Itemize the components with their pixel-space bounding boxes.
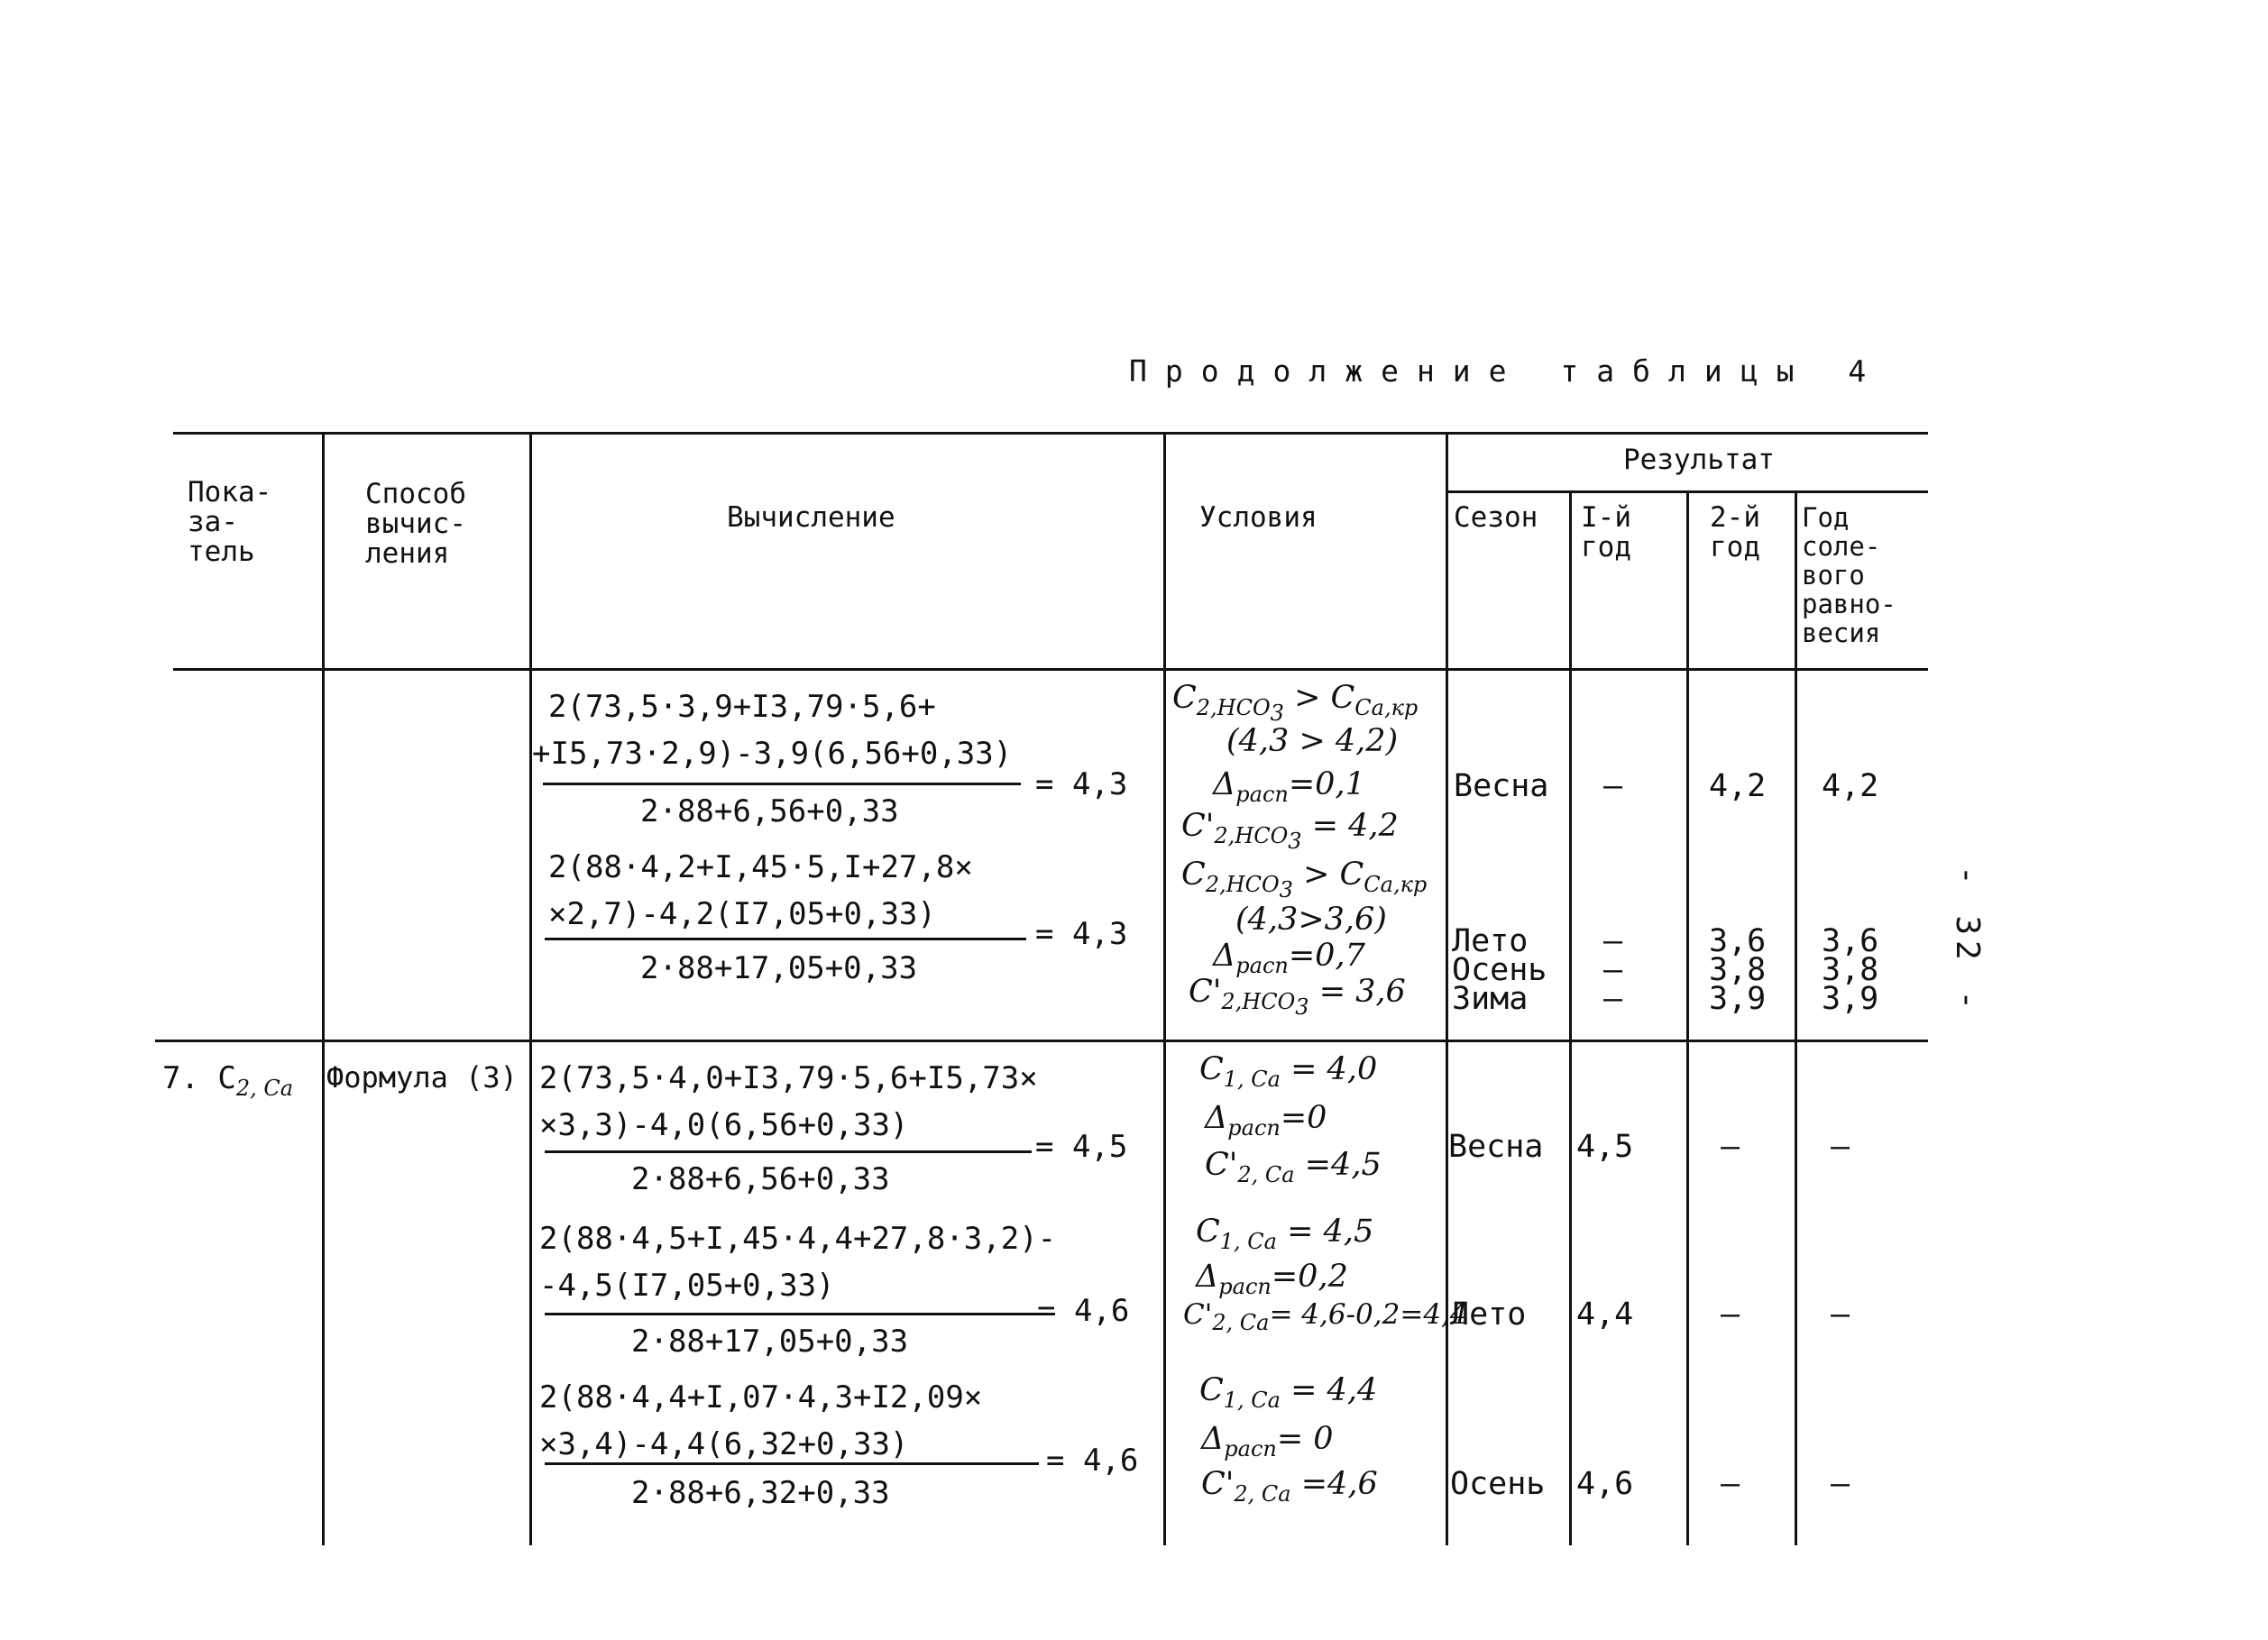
header-result: Результат xyxy=(1623,444,1775,476)
condition-line: $C_{2,HCO_3} > C_{Ca,кр}$ xyxy=(1172,680,1419,726)
column-divider xyxy=(322,432,325,1545)
salt-year-cell: 3,6 xyxy=(1822,923,1879,959)
formula-result: = 4,3 xyxy=(1035,916,1128,952)
condition-line: $\Delta_{расп}=0,7$ xyxy=(1213,938,1365,978)
condition-line: $C'_{2, Ca}= 4,6-0,2=4,4$ xyxy=(1183,1298,1468,1336)
column-divider xyxy=(1163,432,1166,1545)
salt-year-cell: – xyxy=(1831,1466,1850,1502)
year-2-cell: – xyxy=(1721,1296,1740,1333)
formula-result: = 4,5 xyxy=(1035,1129,1128,1165)
condition-line: $\Delta_{расп}=0$ xyxy=(1205,1100,1327,1141)
section-rule xyxy=(155,1040,1928,1042)
formula-numerator: 2(73,5·3,9+I3,79·5,6+ xyxy=(548,689,936,725)
formula-numerator: 2(73,5·4,0+I3,79·5,6+I5,73× xyxy=(539,1060,1038,1096)
year-1-cell: – xyxy=(1603,952,1623,988)
salt-year-cell: – xyxy=(1831,1129,1850,1165)
formula-denominator: 2·88+17,05+0,33 xyxy=(640,950,918,986)
method-cell: Формула (3) xyxy=(326,1060,518,1095)
year-1-cell: – xyxy=(1603,981,1623,1017)
condition-line: $C'_{2,HCO_3} = 4,2$ xyxy=(1181,808,1399,854)
condition-line: (4,3 > 4,2) xyxy=(1226,723,1399,759)
formula-denominator: 2·88+17,05+0,33 xyxy=(631,1324,909,1360)
salt-year-cell: 3,9 xyxy=(1822,981,1879,1017)
formula-numerator: 2(88·4,5+I,45·4,4+27,8·3,2)- xyxy=(539,1221,1057,1257)
condition-line: $C_{1, Ca} = 4,0$ xyxy=(1199,1051,1378,1092)
year-1-cell: – xyxy=(1603,768,1623,804)
formula-numerator: +I5,73·2,9)-3,9(6,56+0,33) xyxy=(532,736,1013,772)
fraction-bar xyxy=(545,938,1026,940)
season-cell: Лето xyxy=(1450,1296,1527,1333)
formula-numerator: ×3,4)-4,4(6,32+0,33) xyxy=(539,1426,909,1462)
condition-line: $C'_{2,HCO_3} = 3,6$ xyxy=(1189,974,1406,1020)
column-divider xyxy=(1686,490,1689,1545)
table-top-rule xyxy=(173,432,1928,435)
formula-denominator: 2·88+6,56+0,33 xyxy=(631,1161,890,1197)
year-1-cell: 4,4 xyxy=(1576,1296,1634,1333)
formula-numerator: ×2,7)-4,2(I7,05+0,33) xyxy=(548,896,936,932)
condition-line: $C'_{2, Ca} =4,6$ xyxy=(1201,1466,1378,1507)
year-2-cell: 3,6 xyxy=(1709,923,1767,959)
formula-numerator: 2(88·4,2+I,45·5,I+27,8× xyxy=(548,849,973,885)
fraction-bar xyxy=(543,783,1021,785)
header-season: Сезон xyxy=(1454,501,1538,534)
column-divider xyxy=(1569,490,1572,1545)
indicator-cell: 7. $C_{2, Ca}$ xyxy=(162,1060,294,1101)
condition-line: $\Delta_{расп}=0,2$ xyxy=(1196,1259,1348,1299)
column-divider xyxy=(1446,432,1448,1545)
salt-year-cell: 3,8 xyxy=(1822,952,1879,988)
condition-line: $C_{1, Ca} = 4,4$ xyxy=(1199,1372,1378,1413)
table-continuation-title: Продолжение таблицы 4 xyxy=(1129,353,1885,389)
year-2-cell: 4,2 xyxy=(1709,768,1767,804)
header-year-2: 2-й год xyxy=(1710,501,1760,563)
salt-year-cell: 4,2 xyxy=(1822,768,1879,804)
season-cell: Весна xyxy=(1448,1129,1544,1165)
fraction-bar xyxy=(545,1150,1032,1153)
season-cell: Весна xyxy=(1454,768,1549,804)
year-1-cell: 4,6 xyxy=(1576,1466,1634,1502)
formula-numerator: 2(88·4,4+I,07·4,3+I2,09× xyxy=(539,1379,983,1416)
season-cell: Осень xyxy=(1450,1466,1546,1502)
column-divider xyxy=(1795,490,1797,1545)
year-2-cell: 3,9 xyxy=(1709,981,1767,1017)
condition-line: (4,3>3,6) xyxy=(1235,902,1387,938)
year-1-cell: – xyxy=(1603,923,1623,959)
formula-numerator: -4,5(I7,05+0,33) xyxy=(539,1268,835,1304)
fraction-bar xyxy=(545,1313,1055,1315)
fraction-bar xyxy=(545,1462,1039,1465)
season-cell: Зима xyxy=(1452,981,1529,1017)
season-cell: Осень xyxy=(1452,952,1547,988)
header-year-1: I-й год xyxy=(1581,501,1631,563)
page-number: - 32 - xyxy=(1949,866,1986,1016)
year-2-cell: – xyxy=(1721,1129,1740,1165)
condition-line: $C'_{2, Ca} =4,5$ xyxy=(1205,1147,1382,1187)
column-divider xyxy=(529,432,532,1545)
condition-line: $\Delta_{расп}=0,1$ xyxy=(1213,766,1365,807)
header-salt-equilibrium-year: Год соле- вого равно- весия xyxy=(1802,502,1896,648)
formula-denominator: 2·88+6,32+0,33 xyxy=(631,1475,890,1511)
year-1-cell: 4,5 xyxy=(1576,1129,1634,1165)
salt-year-cell: – xyxy=(1831,1296,1850,1333)
header-indicator: Пока- за- тель xyxy=(188,476,272,568)
header-conditions: Условия xyxy=(1199,501,1318,534)
condition-line: $\Delta_{расп}= 0$ xyxy=(1201,1421,1334,1461)
formula-denominator: 2·88+6,56+0,33 xyxy=(640,793,899,829)
condition-line: $C_{1, Ca} = 4,5$ xyxy=(1196,1214,1374,1254)
year-2-cell: – xyxy=(1721,1466,1740,1502)
season-cell: Лето xyxy=(1452,923,1529,959)
formula-result: = 4,6 xyxy=(1037,1293,1130,1329)
header-calculation: Вычисление xyxy=(727,501,895,534)
formula-numerator: ×3,3)-4,0(6,56+0,33) xyxy=(539,1107,909,1143)
formula-result: = 4,3 xyxy=(1035,766,1128,802)
year-2-cell: 3,8 xyxy=(1709,952,1767,988)
formula-result: = 4,6 xyxy=(1046,1443,1139,1479)
header-method: Способ вычис- ления xyxy=(365,478,466,570)
header-bottom-rule xyxy=(173,668,1928,671)
condition-line: $C_{2,HCO_3} > C_{Ca,кр}$ xyxy=(1181,857,1428,902)
